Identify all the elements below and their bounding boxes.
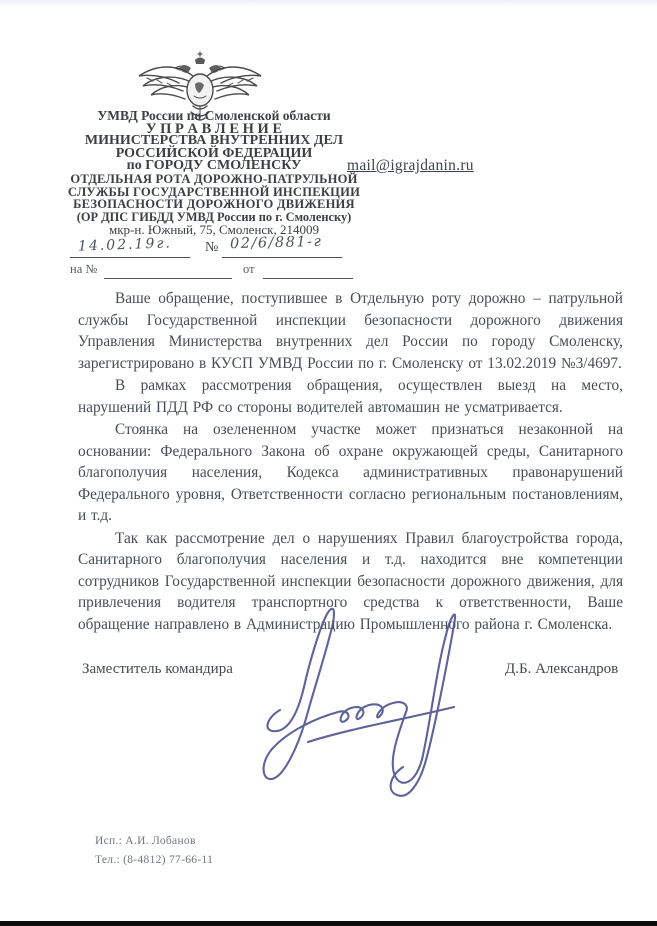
scan-edge-top	[0, 0, 657, 7]
recipient-email: mail@igrajdanin.ru	[347, 157, 474, 174]
paragraph: В рамках рассмотрения обращения, осуществлен выезд на место, нарушений ПДД РФ со стороны водителей автомашин не усматривается.	[78, 377, 623, 416]
org-line: ОТДЕЛЬНАЯ РОТА ДОРОЖНО-ПАТРУЛЬНОЙ	[70, 171, 358, 186]
org-line: (ОР ДПС ГИБДД УМВД России по г. Смоленску)	[76, 209, 352, 224]
signer-position: Заместитель командира	[82, 661, 233, 677]
org-line: БЕЗОПАСНОСТИ ДОРОЖНОГО ДВИЖЕНИЯ	[73, 197, 355, 212]
org-address: мкр-н. Южный, 75, Смоленск, 214009	[108, 222, 319, 238]
incoming-date-label: от	[243, 262, 255, 276]
incoming-number-underline	[104, 278, 232, 279]
org-line: МИНИСТЕРСТВА ВНУТРЕННИХ ДЕЛ	[84, 133, 344, 149]
executor-line: Исп.: А.И. Лобанов	[95, 835, 196, 847]
scan-edge-bottom	[0, 921, 657, 926]
signer-name: Д.Б. Александров	[505, 661, 619, 677]
date-underline	[70, 257, 190, 258]
org-line: У П Р А В Л Е Н И Е	[145, 120, 283, 137]
org-line: УМВД России по Смоленской области	[97, 108, 331, 123]
number-underline	[222, 257, 342, 258]
outgoing-date-handwritten: 14.02.19г.	[77, 235, 173, 255]
paragraph: Стоянка на озелененном участке может признаться незаконной на основании: Федерального Закона об охране окружающей среды, Санитарного благополучия населения, Кодекса административных правонарушений Федерального уровня, Ответственности согласно региональным постановлениям, и т.д.	[78, 421, 623, 524]
org-line: РОССИЙСКОЙ ФЕДЕРАЦИИ	[115, 145, 313, 161]
outgoing-number-handwritten: 02/6/881-г	[229, 233, 323, 253]
paragraph: Ваше обращение, поступившее в Отдельную роту дорожно – патрульной службы Государственной инспекции безопасности дорожного движения Управления Министерства внутренних дел России по городу Смоленску, зарегистрировано в КУСП УМВД России по г. Смоленску от 13.02.2019 №3/4697.	[78, 290, 623, 372]
org-line: по ГОРОДУ СМОЛЕНСКУ	[126, 158, 302, 174]
handwritten-signature	[250, 590, 475, 805]
incoming-date-underline	[263, 278, 353, 279]
incoming-number-label: на №	[70, 262, 98, 276]
phone-line: Тел.: (8-4812) 77-66-11	[95, 854, 214, 866]
paragraph: Так как рассмотрение дел о нарушениях Правил благоустройства города, Санитарного благополучия населения и т.д. находится вне компетенции сотрудников Государственной инспекции безопасности дорожного движения, для привлечения водителя транспортного средства к ответственности, Ваше обращение направлено в Администрацию Промышленного района г. Смоленска.	[78, 529, 623, 633]
number-sign-label: №	[205, 240, 219, 255]
org-line: СЛУЖБЫ ГОСУДАРСТВЕННОЙ ИНСПЕКЦИИ	[67, 184, 361, 199]
letterhead	[66, 110, 362, 237]
letter-body	[78, 288, 623, 636]
